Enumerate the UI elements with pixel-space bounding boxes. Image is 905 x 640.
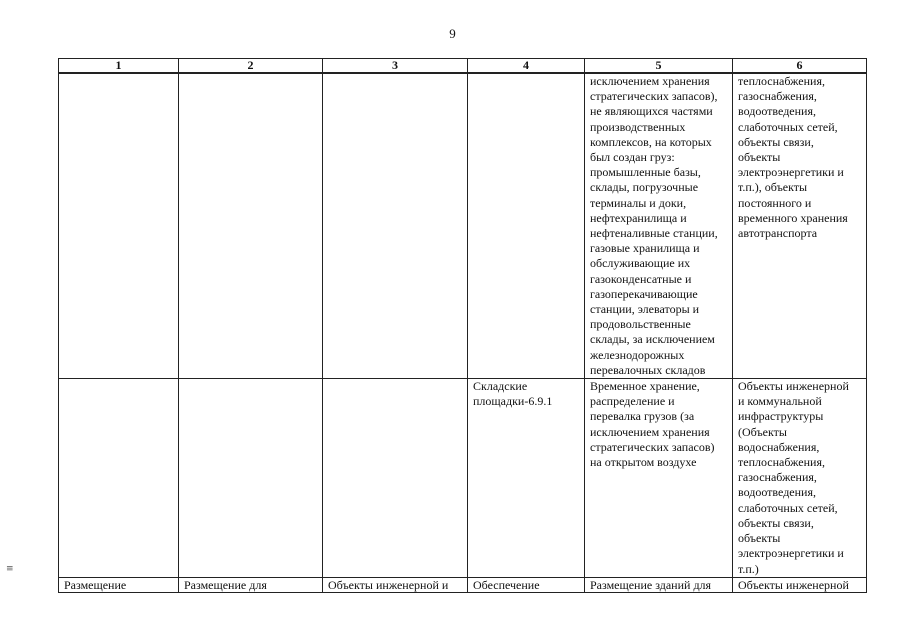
- column-header-3: 3: [323, 59, 468, 74]
- cell-text: Размещение зданий для: [590, 577, 712, 592]
- table-cell: [59, 379, 179, 578]
- cell-text: Размещение: [64, 577, 127, 592]
- permitted-objects: Объекты инженерной и коммунальной инфраструктуры (Объекты водоснабжения, теплоснабжения, газоснабжения, водоотведения, слаботочных сетей, объекты связи, объекты электроэнергетики и т.п.): [738, 379, 849, 576]
- table-cell: [468, 379, 585, 578]
- table-cell: [585, 379, 733, 578]
- table-cell: [733, 577, 867, 592]
- table-row: [59, 577, 867, 592]
- table-cell: [323, 577, 468, 592]
- cell-text: Размещение для: [184, 577, 267, 592]
- cell-text: Обеспечение: [473, 577, 540, 592]
- column-header-4: 4: [468, 59, 585, 74]
- table-cell: [585, 577, 733, 592]
- table-cell: [179, 577, 323, 592]
- table-cell: [733, 379, 867, 578]
- table-cell: [585, 73, 733, 379]
- table-row: [59, 379, 867, 578]
- activity-description: исключением хранения стратегических запасов), не являющихся частями производственных комплексов, на которых был создан груз: промышленные базы, склады, погрузочные терминалы и доки, нефтехранилища и нефтеналивные станции, газовые хранилища и обслуживающие их газоконденсатные и газоперекачивающие станции, элеваторы и продовольственные склады, за исключением железнодорожных перевалочных складов: [590, 74, 718, 377]
- table-cell: [179, 73, 323, 379]
- cell-text: Объекты инженерной: [738, 577, 849, 592]
- margin-mark: ≡: [6, 564, 14, 574]
- activity-description: Временное хранение, распределение и перевалка грузов (за исключением хранения стратегических запасов) на открытом воздухе: [590, 379, 715, 470]
- column-header-2: 2: [179, 59, 323, 74]
- column-header-1: 1: [59, 59, 179, 74]
- cell-text: Объекты инженерной и: [328, 577, 449, 592]
- table-header-row: [59, 59, 867, 74]
- table-cell: [468, 577, 585, 592]
- column-header-6: 6: [733, 59, 867, 74]
- table-cell: [179, 379, 323, 578]
- table-cell: [468, 73, 585, 379]
- table-cell: [59, 577, 179, 592]
- table-cell: [733, 73, 867, 379]
- land-use-type: Складские площадки-6.9.1: [473, 379, 553, 409]
- table-cell: [323, 73, 468, 379]
- table-cell: [59, 73, 179, 379]
- table-cell: [323, 379, 468, 578]
- permitted-objects: теплоснабжения, газоснабжения, водоотведения, слаботочных сетей, объекты связи, объекты электроэнергетики и т.п.), объекты постоянного и временного хранения автотранспорта: [738, 74, 848, 241]
- page-number: 9: [449, 26, 456, 41]
- table-row: [59, 73, 867, 379]
- zoning-table: [58, 58, 867, 593]
- column-header-5: 5: [585, 59, 733, 74]
